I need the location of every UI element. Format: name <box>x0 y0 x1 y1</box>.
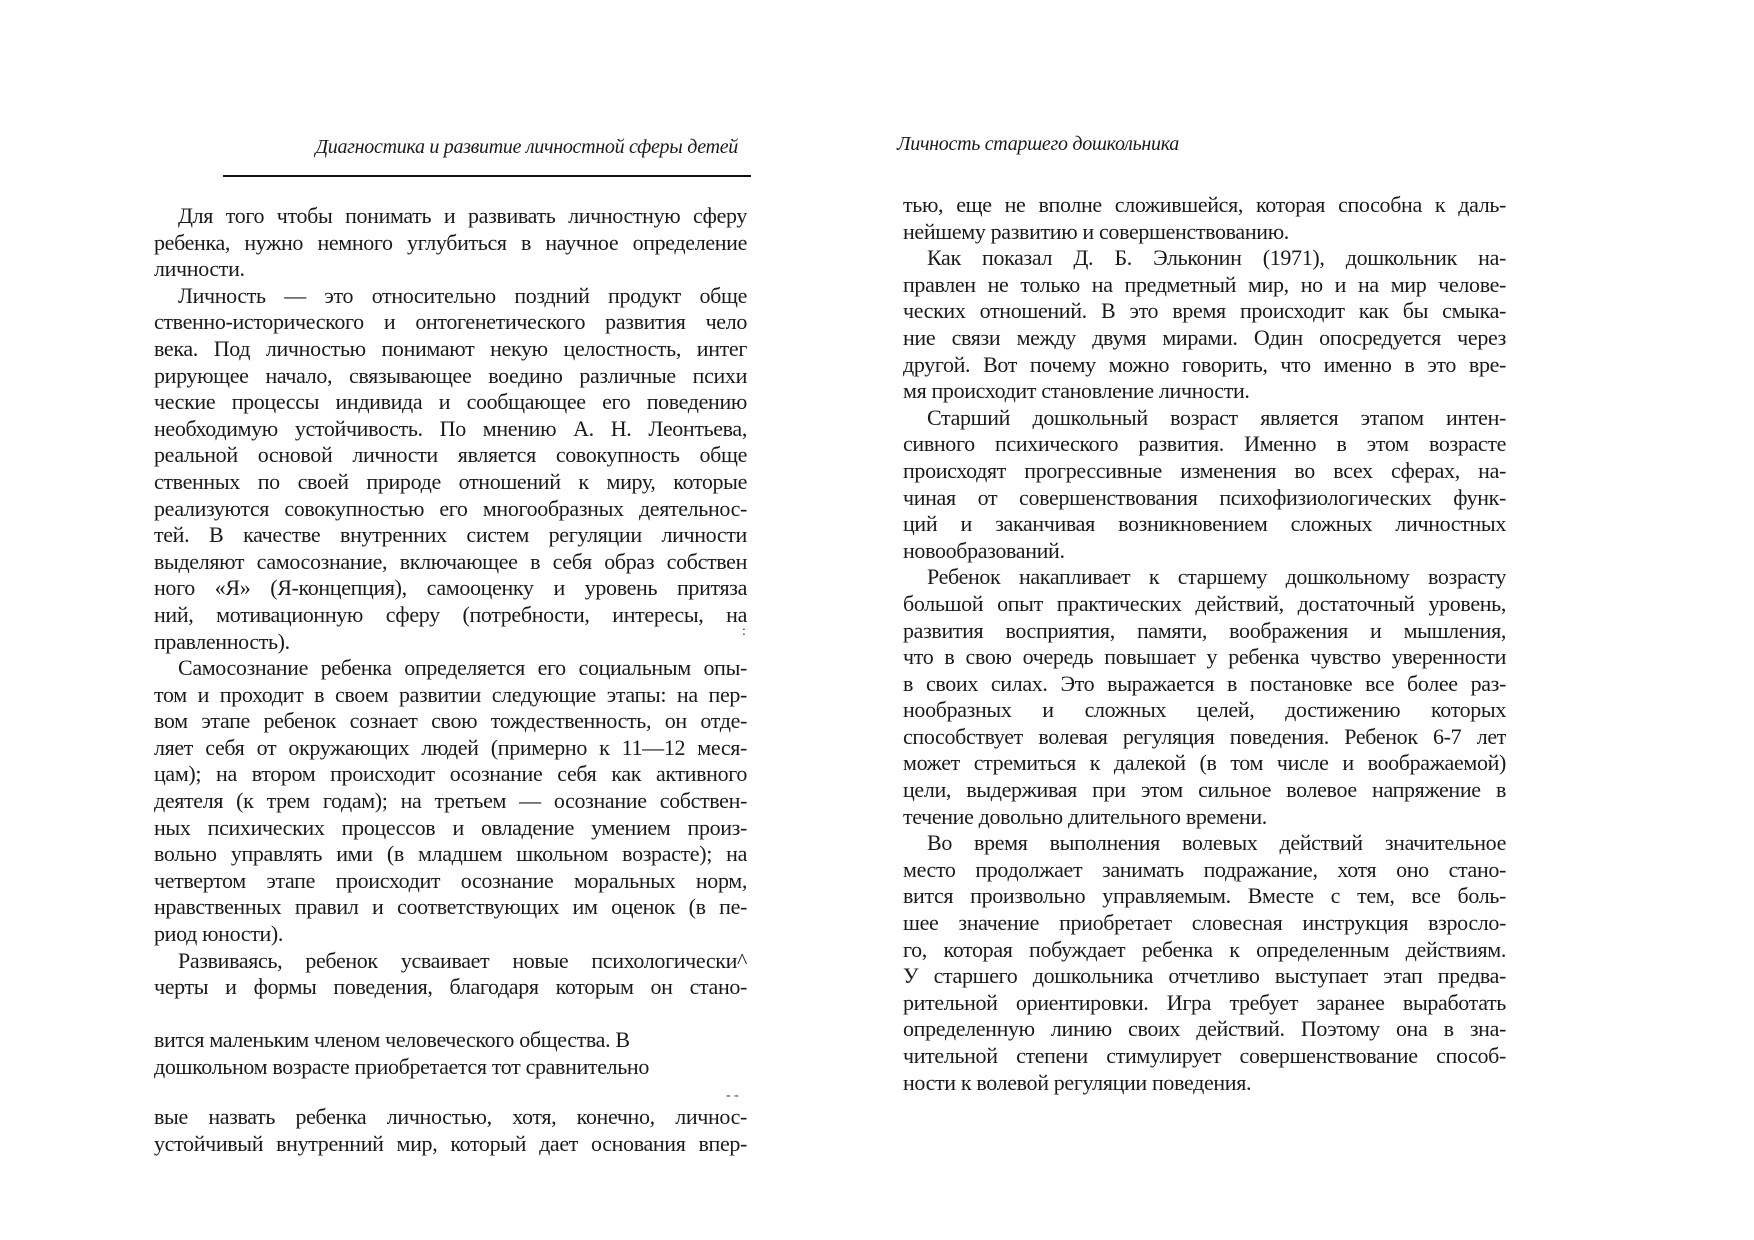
text-line: чительной степени стимулирует совершенствование способ- <box>903 1043 1506 1068</box>
text-line: мя происходит становление личности. <box>903 378 1250 404</box>
text-line: способствует волевая регуляция поведения. Ребенок 6-7 лет <box>903 723 1506 749</box>
text-line: вится произвольно управляемым. Вместе с тем, все боль- <box>903 883 1506 909</box>
paragraph <box>154 948 747 1001</box>
paragraph <box>154 655 747 948</box>
text-line: ребенка, нужно немного углубиться в научное определение <box>154 229 747 255</box>
text-line: вольно управлять ими (в младшем школьном возрасте); на <box>154 841 747 867</box>
text-line: место продолжает занимать подражание, хотя оно стано- <box>903 856 1506 882</box>
text-line: определенную линию своих действий. Поэтому она в зна- <box>903 1016 1506 1042</box>
text-line: нейшему развитию и совершенствованию. <box>903 218 1289 244</box>
text-line: ного «Я» (Я-концепция), самооценку и уровень притяза <box>154 575 747 601</box>
scan-artifact-mark: : <box>742 624 746 639</box>
misplaced-text-fragment <box>154 1027 747 1080</box>
text-line: большой опыт практических действий, достаточный уровень, <box>903 590 1506 616</box>
text-line: нообразных и сложных целей, достижению которых <box>903 697 1506 723</box>
text-line: нравственных правил и соответствующих им оценок (в пе- <box>154 894 747 920</box>
text-line: Самосознание ребенка определяется его социальным опы- <box>178 655 747 681</box>
text-line: Во время выполнения волевых действий значительное <box>927 830 1506 856</box>
text-line: правленность). <box>154 628 290 654</box>
running-head: Личность старшего дошкольника <box>897 133 1179 155</box>
text-line: деятеля (к трем годам); на третьем — осознание собствен- <box>154 788 747 814</box>
text-line: цам); на втором происходит осознание себя как активного <box>154 761 747 787</box>
text-line: реальной основой личности является совокупность обще <box>154 442 747 468</box>
text-line: ческих отношений. В это время происходит как бы смыка- <box>903 298 1506 324</box>
text-line: ственно-исторического и онтогенетического развития чело <box>154 309 747 335</box>
text-line: Развиваясь, ребенок усваивает новые психологически^ <box>178 947 747 973</box>
text-line: чиная от совершенствования психофизиологических функ- <box>903 484 1506 510</box>
text-line: том и проходит в своем развитии следующие этапы: на пер- <box>154 681 747 707</box>
paragraph <box>154 203 747 283</box>
text-line: Старший дошкольный возраст является этапом интен- <box>927 404 1506 430</box>
text-line: четвертом этапе происходит осознание моральных норм, <box>154 867 747 893</box>
text-line: риод юности). <box>154 921 284 947</box>
text-line: что в свою очередь повышает у ребенка чувство уверенности <box>903 644 1506 670</box>
text-line: дошкольном возрасте приобретается тот сравнительно <box>154 1053 649 1079</box>
text-line: века. Под личностью понимают некую целостность, интег <box>154 335 747 361</box>
text-line: может стремиться к далекой (в том числе и воображаемой) <box>903 750 1506 776</box>
paragraph <box>903 830 1506 1096</box>
text-line: го, которая побуждает ребенка к определенным действиям. <box>903 936 1506 962</box>
text-line: вится маленьким членом человеческого общества. В <box>154 1027 630 1052</box>
text-line: Личность — это относительно поздний продукт обще <box>178 282 747 308</box>
text-line: реализуются совокупностью его многообразных деятельнос- <box>154 495 747 521</box>
text-line: ций и заканчивая возникновением сложных личностных <box>903 511 1506 537</box>
body-text <box>903 192 1506 1096</box>
text-line: Ребенок накапливает к старшему дошкольному возрасту <box>927 564 1506 590</box>
text-line: личности. <box>154 256 245 282</box>
text-line: сивного психического развития. Именно в этом возрасте <box>903 431 1506 457</box>
scan-artifact-mark: - - <box>726 1088 739 1103</box>
text-line: новообразований. <box>903 537 1065 563</box>
text-line: рительной ориентировки. Игра требует заранее выработать <box>903 989 1506 1015</box>
text-line: происходят прогрессивные изменения во всех сферах, на- <box>903 457 1506 483</box>
text-line: Как показал Д. Б. Эльконин (1971), дошкольник на- <box>927 245 1506 271</box>
running-head: Диагностика и развитие личностной сферы детей <box>315 136 738 158</box>
text-line: цели, выдерживая при этом сильное волевое напряжение в <box>903 777 1506 803</box>
text-line: ственных по своей природе отношений к миру, которые <box>154 468 747 494</box>
text-line: черты и формы поведения, благодаря которым он стано- <box>154 974 747 1000</box>
text-line: ляет себя от окружающих людей (примерно к 11—12 меся- <box>154 734 747 760</box>
text-line: правлен не только на предметный мир, но и на мир челове- <box>903 271 1506 297</box>
misplaced-text-fragment <box>154 1104 747 1157</box>
text-line: течение довольно длительного времени. <box>903 803 1267 829</box>
paragraph <box>903 405 1506 565</box>
text-line: тью, еще не вполне сложившейся, которая способна к даль- <box>903 192 1506 217</box>
text-line: У старшего дошкольника отчетливо выступает этап предва- <box>903 963 1506 989</box>
text-line: тей. В качестве внутренних систем регуляции личности <box>154 522 747 548</box>
text-line: рирующее начало, связывающее воедино различные психи <box>154 362 747 388</box>
text-line: развития восприятия, памяти, воображения и мышления, <box>903 617 1506 643</box>
text-line: вом этапе ребенок сознает свою тождественность, он отде- <box>154 708 747 734</box>
text-line: необходимую устойчивость. По мнению А. Н. Леонтьева, <box>154 415 747 441</box>
text-line: другой. Вот почему можно говорить, что именно в это вре- <box>903 351 1506 377</box>
text-line: устойчивый внутренний мир, который дает основания впер- <box>154 1130 747 1156</box>
text-line: ности к волевой регуляции поведения. <box>903 1069 1252 1095</box>
paragraph <box>903 564 1506 830</box>
text-line: Для того чтобы понимать и развивать личностную сферу <box>178 203 747 228</box>
text-line: в своих силах. Это выражается в постановке все более раз- <box>903 670 1506 696</box>
paragraph <box>903 192 1506 245</box>
text-line: ных психических процессов и овладение умением произ- <box>154 814 747 840</box>
paragraph <box>903 245 1506 405</box>
text-line: выделяют самосознание, включающее в себя образ собствен <box>154 548 747 574</box>
text-line: ческие процессы индивида и сообщающее его поведению <box>154 389 747 415</box>
body-text <box>154 203 747 1001</box>
text-line: ние связи между двумя мирами. Один опосредуется через <box>903 324 1506 350</box>
text-line: ний, мотивационную сферу (потребности, интересы, на <box>154 601 747 627</box>
text-line: вые назвать ребенка личностью, хотя, конечно, личнос- <box>154 1104 747 1129</box>
text-line: шее значение приобретает словесная инструкция взросло- <box>903 910 1506 936</box>
paragraph <box>154 283 747 655</box>
right-page <box>877 0 1754 1240</box>
header-rule <box>223 175 751 177</box>
